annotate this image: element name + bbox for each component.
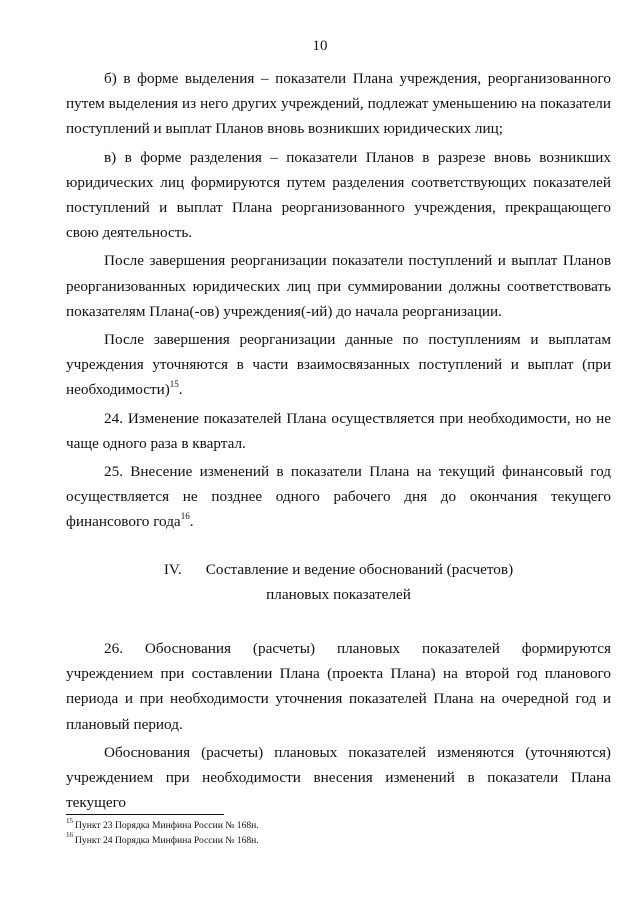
paragraph-after-reorganization-1: После завершения реорганизации показатели поступлений и выплат Планов реорганизованных юридических лиц при суммировании должны соответствовать показателям Плана(-ов) учреждения(-ий) до начала реорганизации.: [66, 252, 611, 320]
footnote-text: Пункт 23 Порядка Минфина России № 168н.: [75, 820, 259, 831]
paragraph-text: После завершения реорганизации данные по поступлениям и выплатам учреждения уточняются в части взаимосвязанных поступлений и выплат (при необходимости): [66, 331, 611, 399]
section-title-line-1: Составление и ведение обоснований (расчетов): [205, 560, 514, 578]
section-number: IV.: [163, 560, 182, 578]
document-body: [66, 66, 611, 818]
footnote-reference: 16: [180, 511, 190, 522]
section-title-line-2: плановых показателей: [266, 585, 411, 603]
footnote-separator: [66, 814, 224, 815]
section-heading: [66, 557, 611, 607]
paragraph-b: б) в форме выделения – показатели Плана учреждения, реорганизованного путем выделения из него других учреждений, подлежат уменьшению на показатели поступлений и выплат Планов вновь возникших юридических лиц;: [66, 70, 611, 138]
footnote-number: 16: [66, 831, 73, 840]
footnote-15: [66, 816, 611, 834]
section-heading-line-1: [66, 557, 611, 582]
footnote-16: [66, 831, 611, 849]
page-number: 10: [312, 38, 328, 54]
paragraph-justifications: Обоснования (расчеты) плановых показателей изменяются (уточняются) учреждением при необходимости внесения изменений в показатели Плана текущего: [66, 743, 611, 812]
footnotes: [66, 816, 611, 848]
footnote-text: Пункт 24 Порядка Минфина России № 168н.: [75, 834, 259, 846]
paragraph-text: 25. Внесение изменений в показатели Плана на текущий финансовый год осуществляется не позднее одного рабочего дня до окончания текущего финансового года: [66, 463, 611, 531]
footnote-number: 15: [66, 816, 73, 825]
paragraph-26: 26. Обоснования (расчеты) плановых показателей формируются учреждением при составлении Плана (проекта Плана) на второй год планового периода и при необходимости уточнения показателей Плана на очередной год и плановый период.: [66, 640, 611, 733]
paragraph-v: в) в форме разделения – показатели Планов в разрезе вновь возникших юридических лиц формируются путем разделения соответствующих показателей поступлений и выплат Плана реорганизованного учреждения, прекращающего свою деятельность.: [66, 148, 611, 242]
footnote-reference: 15: [169, 379, 179, 390]
paragraph-24: 24. Изменение показателей Плана осуществляется при необходимости, но не чаще одного раза в квартал.: [66, 409, 611, 452]
paragraph-after-reorganization-2: После завершения реорганизации данные по поступлениям и выплатам учреждения уточняются в части взаимосвязанных поступлений и выплат (при необходимости)$^{15}$.: [66, 331, 611, 399]
paragraph-25: 25. Внесение изменений в показатели Плана на текущий финансовый год осуществляется не позднее одного рабочего дня до окончания текущего финансового года$^{16}$.: [66, 463, 611, 531]
